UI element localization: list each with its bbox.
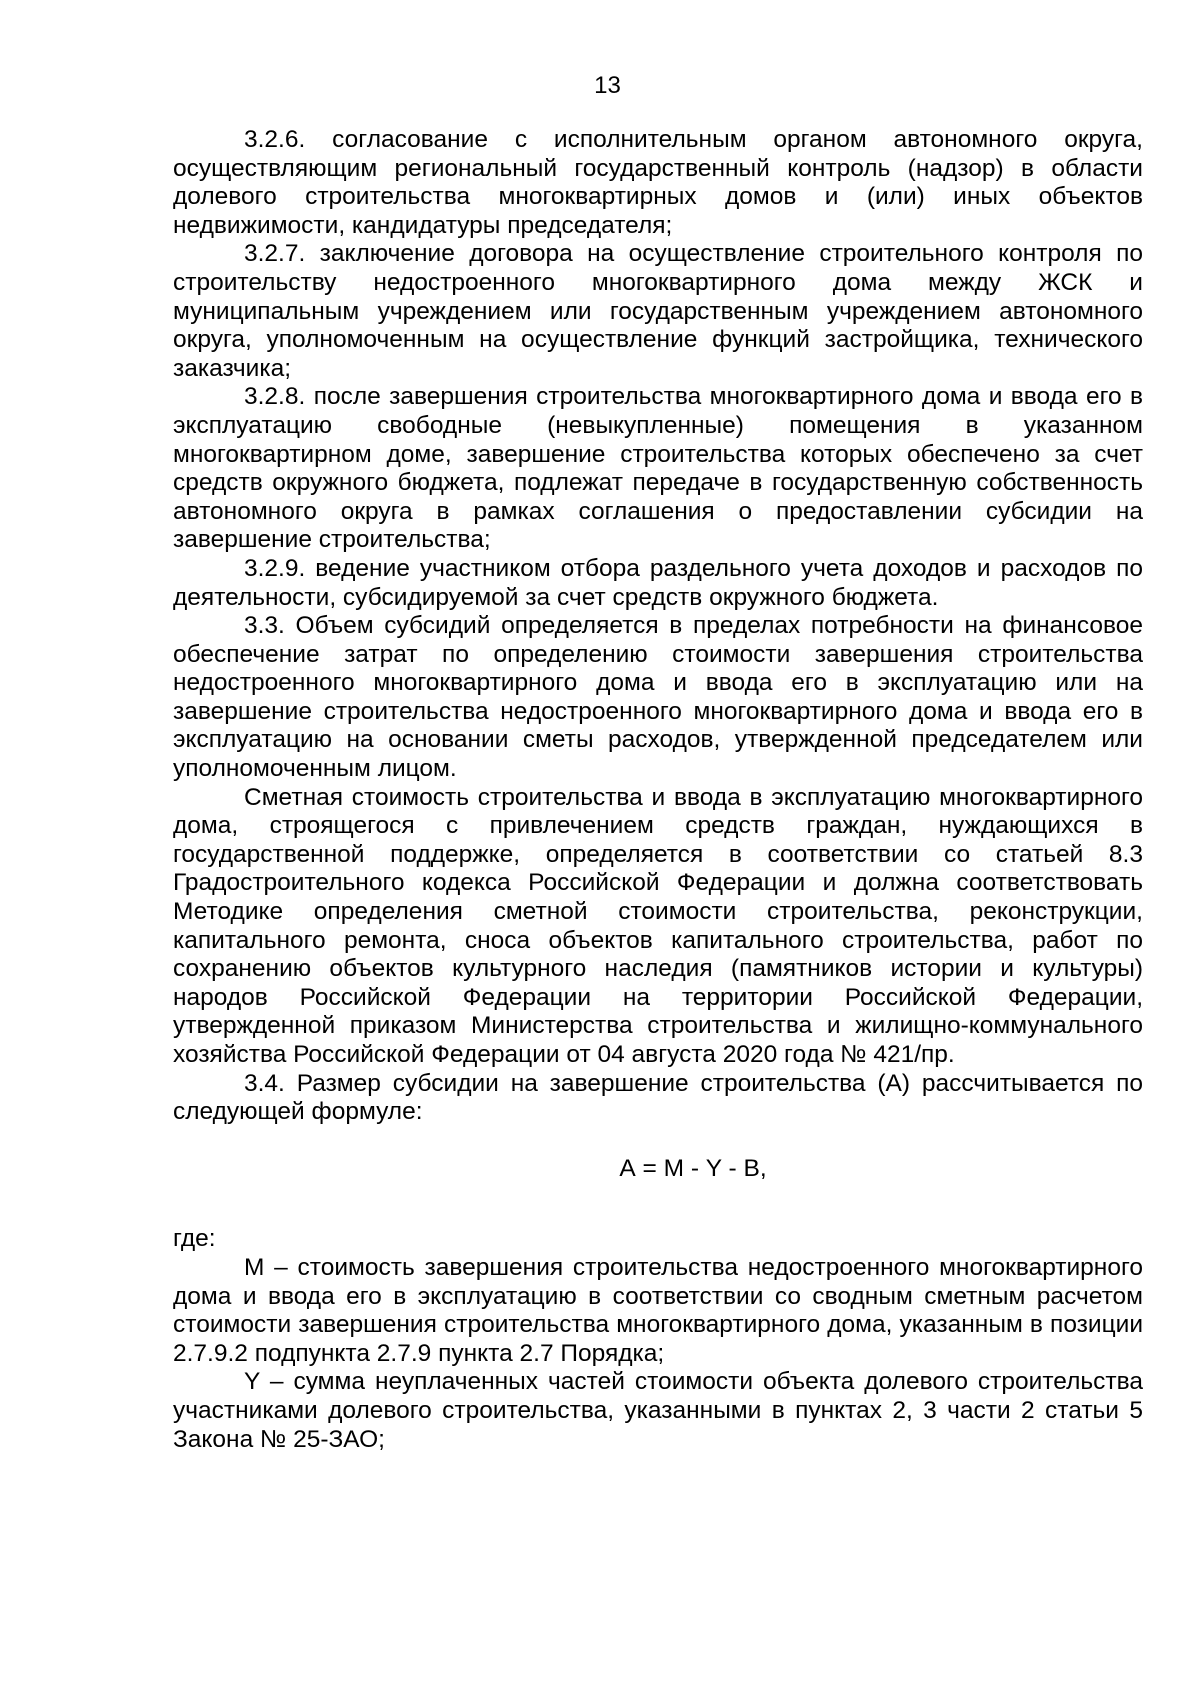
definition-y: Y – сумма неуплаченных частей стоимости объекта долевого строительства участниками долевого строительства, указанными в пунктах 2, 3 части 2 статьи 5 Закона № 25-ЗАО; (173, 1368, 1143, 1453)
paragraph-3-4: 3.4. Размер субсидии на завершение строительства (А) рассчитывается по следующей формуле: (173, 1069, 1143, 1126)
page-number: 13 (594, 72, 621, 99)
paragraph-3-2-9: 3.2.9. ведение участником отбора раздельного учета доходов и расходов по деятельности, субсидируемой за счет средств окружного бюджета. (173, 554, 1143, 611)
formula-where-label: где: (173, 1225, 216, 1253)
document-body (173, 126, 1143, 1454)
paragraph-3-2-7: 3.2.7. заключение договора на осуществление строительного контроля по строительству недостроенного многоквартирного дома между ЖСК и муниципальным учреждением или государственным учреждением автономного округа, уполномоченным на осуществление функций застройщика, технического заказчика; (173, 240, 1143, 382)
paragraph-3-3: 3.3. Объем субсидий определяется в пределах потребности на финансовое обеспечение затрат по определению стоимости завершения строительства недостроенного многоквартирного дома и ввода его в эксплуатацию или на завершение строительства недостроенного многоквартирного дома и ввода его в эксплуатацию на основании сметы расходов, утвержденной председателем или уполномоченным лицом. (173, 612, 1143, 783)
definition-m: М – стоимость завершения строительства недостроенного многоквартирного дома и ввода его в эксплуатацию в соответствии со сводным сметным расчетом стоимости завершения строительства многоквартирного дома, указанным в позиции 2.7.9.2 подпункта 2.7.9 пункта 2.7 Порядка; (173, 1253, 1143, 1367)
paragraph-3-3-estimate: Сметная стоимость строительства и ввода в эксплуатацию многоквартирного дома, строящегося с привлечением средств граждан, нуждающихся в государственной поддержке, определяется в соответствии со статьей 8.3 Градостроительного кодекса Российской Федерации и должна соответствовать Методике определения сметной стоимости строительства, реконструкции, капитального ремонта, сноса объектов капитального строительства, работ по сохранению объектов культурного наследия (памятников истории и культуры) народов Российской Федерации на территории Российской Федерации, утвержденной приказом Министерства строительства и жилищно-коммунального хозяйства Российской Федерации от 04 августа 2020 года № 421/пр. (173, 783, 1143, 1068)
paragraph-3-2-8: 3.2.8. после завершения строительства многоквартирного дома и ввода его в эксплуатацию свободные (невыкупленные) помещения в указанном многоквартирном доме, завершение строительства которых обеспечено за счет средств окружного бюджета, подлежат передаче в государственную собственность автономного округа в рамках соглашения о предоставлении субсидии на завершение строительства; (173, 383, 1143, 554)
formula-text: А = М - Y - В, (619, 1154, 767, 1182)
formula (173, 1127, 1143, 1212)
paragraph-3-2-6: 3.2.6. согласование с исполнительным органом автономного округа, осуществляющим региональный государственный контроль (надзор) в области долевого строительства многоквартирных домов и (или) иных объектов недвижимости, кандидатуры председателя; (173, 126, 1143, 239)
